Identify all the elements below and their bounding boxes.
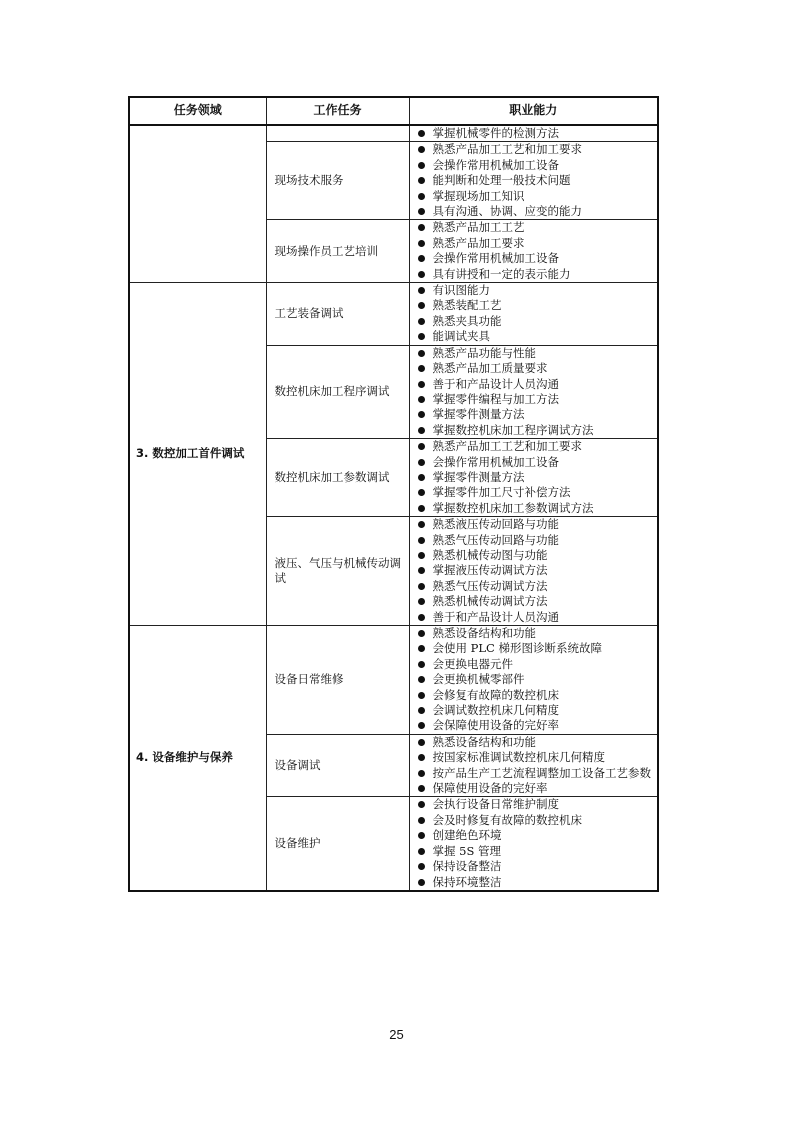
- bullet-dot-icon: [418, 630, 425, 637]
- ability-text: 熟悉液压传动回路与功能: [432, 517, 559, 532]
- bullet-dot-icon: [418, 817, 425, 824]
- bullet-dot-icon: [418, 614, 425, 621]
- list-item: [416, 533, 654, 548]
- bullet-dot-icon: [418, 208, 425, 215]
- list-item: [416, 142, 654, 157]
- ability-list: [416, 346, 654, 438]
- list-item: [416, 126, 654, 141]
- list-item: [416, 657, 654, 672]
- ability-text: 掌握机械零件的检测方法: [432, 126, 559, 140]
- work-task-cell: 工艺装备调试: [266, 283, 409, 346]
- ability-list: [416, 626, 654, 734]
- ability-text: 掌握零件测量方法: [432, 407, 525, 422]
- list-item: [416, 220, 654, 235]
- bullet-dot-icon: [418, 162, 425, 169]
- list-item: [416, 813, 654, 828]
- bullet-dot-icon: [418, 287, 425, 294]
- list-item: [416, 314, 654, 329]
- work-task-cell: 液压、气压与机械传动调试: [266, 517, 409, 626]
- list-item: [416, 346, 654, 361]
- ability-text: 按产品生产工艺流程调整加工设备工艺参数: [432, 765, 651, 780]
- ability-list: [416, 142, 654, 219]
- bullet-dot-icon: [418, 130, 425, 137]
- bullet-dot-icon: [418, 676, 425, 683]
- bullet-dot-icon: [418, 177, 425, 184]
- work-task-cell: 数控机床加工程序调试: [266, 345, 409, 438]
- list-item: [416, 173, 654, 188]
- list-item: [416, 750, 654, 765]
- ability-list: [416, 283, 654, 345]
- bullet-dot-icon: [418, 255, 425, 262]
- task-domain-cell: [129, 125, 266, 283]
- ability-text: 保障使用设备的完好率: [432, 781, 548, 796]
- bullet-dot-icon: [418, 443, 425, 450]
- ability-text: 熟悉夹具功能: [432, 313, 502, 328]
- abilities-cell: [409, 439, 658, 517]
- ability-text: 会调试数控机床几何精度: [432, 703, 559, 718]
- bullet-dot-icon: [418, 785, 425, 792]
- list-item: [416, 329, 654, 344]
- ability-text: 熟悉机械传动图与功能: [432, 547, 548, 562]
- list-item: [416, 781, 654, 796]
- bullet-dot-icon: [418, 770, 425, 777]
- list-item: [416, 844, 654, 859]
- list-item: [416, 455, 654, 470]
- ability-list: [416, 517, 654, 625]
- bullet-dot-icon: [418, 722, 425, 729]
- list-item: [416, 594, 654, 609]
- table-row: [129, 125, 658, 142]
- list-item: [416, 204, 654, 219]
- bullet-dot-icon: [418, 832, 425, 839]
- ability-text: 掌握零件加工尺寸补偿方法: [432, 485, 571, 500]
- list-item: [416, 517, 654, 532]
- ability-text: 具有讲授和一定的表示能力: [432, 266, 571, 281]
- ability-list: [416, 126, 654, 141]
- ability-text: 会操作常用机械加工设备: [432, 157, 559, 172]
- header-task-domain: 任务领域: [129, 97, 266, 125]
- table-body: [129, 125, 658, 891]
- ability-text: 按国家标准调试数控机床几何精度: [432, 750, 605, 765]
- work-task-cell: [266, 125, 409, 142]
- ability-text: 熟悉产品功能与性能: [432, 345, 536, 360]
- bullet-dot-icon: [418, 240, 425, 247]
- list-item: [416, 875, 654, 890]
- list-item: [416, 859, 654, 874]
- list-item: [416, 501, 654, 516]
- bullet-dot-icon: [418, 848, 425, 855]
- ability-list: [416, 220, 654, 282]
- list-item: [416, 703, 654, 718]
- ability-text: 熟悉产品加工质量要求: [432, 361, 548, 376]
- ability-text: 会修复有故障的数控机床: [432, 687, 559, 702]
- ability-text: 掌握数控机床加工参数调试方法: [432, 500, 594, 515]
- list-item: [416, 283, 654, 298]
- list-item: [416, 158, 654, 173]
- page-number: 25: [389, 1027, 404, 1042]
- bullet-dot-icon: [418, 318, 425, 325]
- list-item: [416, 766, 654, 781]
- ability-text: 熟悉机械传动调试方法: [432, 594, 548, 609]
- bullet-dot-icon: [418, 459, 425, 466]
- bullet-dot-icon: [418, 739, 425, 746]
- table-header-row: [129, 97, 658, 125]
- bullet-dot-icon: [418, 505, 425, 512]
- bullet-dot-icon: [418, 302, 425, 309]
- list-item: [416, 251, 654, 266]
- list-item: [416, 407, 654, 422]
- bullet-dot-icon: [418, 598, 425, 605]
- list-item: [416, 423, 654, 438]
- bullet-dot-icon: [418, 863, 425, 870]
- ability-text: 会保障使用设备的完好率: [432, 718, 559, 733]
- abilities-cell: [409, 517, 658, 626]
- ability-text: 善于和产品设计人员沟通: [432, 376, 559, 391]
- list-item: [416, 579, 654, 594]
- bullet-dot-icon: [418, 427, 425, 434]
- work-task-cell: 现场操作员工艺培训: [266, 220, 409, 283]
- abilities-cell: [409, 734, 658, 797]
- abilities-cell: [409, 283, 658, 346]
- list-item: [416, 485, 654, 500]
- ability-text: 熟悉装配工艺: [432, 298, 502, 313]
- list-item: [416, 392, 654, 407]
- ability-text: 熟悉产品加工工艺: [432, 220, 525, 235]
- work-task-cell: 设备维护: [266, 797, 409, 891]
- ability-text: 创建绝色环境: [432, 828, 502, 843]
- list-item: [416, 672, 654, 687]
- list-item: [416, 267, 654, 282]
- bullet-dot-icon: [418, 411, 425, 418]
- bullet-dot-icon: [418, 567, 425, 574]
- list-item: [416, 688, 654, 703]
- list-item: [416, 361, 654, 376]
- ability-text: 会操作常用机械加工设备: [432, 251, 559, 266]
- bullet-dot-icon: [418, 754, 425, 761]
- ability-text: 会更换电器元件: [432, 656, 513, 671]
- list-item: [416, 189, 654, 204]
- list-item: [416, 735, 654, 750]
- list-item: [416, 626, 654, 641]
- list-item: [416, 718, 654, 733]
- ability-text: 会及时修复有故障的数控机床: [432, 812, 582, 827]
- work-task-cell: 现场技术服务: [266, 142, 409, 220]
- list-item: [416, 439, 654, 454]
- bullet-dot-icon: [418, 692, 425, 699]
- abilities-cell: [409, 797, 658, 891]
- ability-text: 保持设备整洁: [432, 859, 502, 874]
- list-item: [416, 377, 654, 392]
- ability-text: 能判断和处理一般技术问题: [432, 173, 571, 188]
- ability-text: 有识图能力: [432, 283, 490, 298]
- header-vocational-ability: 职业能力: [409, 97, 658, 125]
- bullet-dot-icon: [418, 537, 425, 544]
- task-domain-cell: 3. 数控加工首件调试: [129, 283, 266, 626]
- bullet-dot-icon: [418, 365, 425, 372]
- table-row: [129, 283, 658, 346]
- bullet-dot-icon: [418, 193, 425, 200]
- ability-text: 掌握零件编程与加工方法: [432, 391, 559, 406]
- list-item: [416, 828, 654, 843]
- work-task-cell: 设备日常维修: [266, 626, 409, 735]
- list-item: [416, 470, 654, 485]
- ability-text: 掌握数控机床加工程序调试方法: [432, 422, 594, 437]
- list-item: [416, 548, 654, 563]
- ability-text: 会执行设备日常维护制度: [432, 797, 559, 812]
- bullet-dot-icon: [418, 707, 425, 714]
- ability-text: 熟悉设备结构和功能: [432, 626, 536, 640]
- abilities-cell: [409, 142, 658, 220]
- list-item: [416, 236, 654, 251]
- bullet-dot-icon: [418, 271, 425, 278]
- bullet-dot-icon: [418, 879, 425, 886]
- ability-text: 熟悉气压传动回路与功能: [432, 532, 559, 547]
- list-item: [416, 563, 654, 578]
- ability-text: 熟悉气压传动调试方法: [432, 578, 548, 593]
- ability-text: 会使用 PLC 梯形图诊断系统故障: [432, 641, 602, 656]
- ability-text: 具有沟通、协调、应变的能力: [432, 204, 582, 219]
- abilities-cell: [409, 125, 658, 142]
- ability-text: 掌握现场加工知识: [432, 188, 525, 203]
- ability-list: [416, 797, 654, 889]
- bullet-dot-icon: [418, 350, 425, 357]
- ability-text: 熟悉产品加工要求: [432, 235, 525, 250]
- ability-text: 能调试夹具: [432, 329, 490, 344]
- bullet-dot-icon: [418, 146, 425, 153]
- bullet-dot-icon: [418, 381, 425, 388]
- ability-text: 掌握零件测量方法: [432, 469, 525, 484]
- ability-text: 掌握液压传动调试方法: [432, 563, 548, 578]
- ability-list: [416, 439, 654, 516]
- bullet-dot-icon: [418, 333, 425, 340]
- ability-text: 会操作常用机械加工设备: [432, 454, 559, 469]
- work-task-cell: 数控机床加工参数调试: [266, 439, 409, 517]
- ability-list: [416, 735, 654, 797]
- bullet-dot-icon: [418, 489, 425, 496]
- bullet-dot-icon: [418, 474, 425, 481]
- abilities-cell: [409, 626, 658, 735]
- bullet-dot-icon: [418, 661, 425, 668]
- work-task-cell: 设备调试: [266, 734, 409, 797]
- list-item: [416, 641, 654, 656]
- abilities-cell: [409, 220, 658, 283]
- ability-text: 会更换机械零部件: [432, 672, 525, 687]
- ability-text: 熟悉产品加工工艺和加工要求: [432, 439, 582, 454]
- bullet-dot-icon: [418, 521, 425, 528]
- ability-text: 善于和产品设计人员沟通: [432, 609, 559, 624]
- ability-text: 熟悉产品加工工艺和加工要求: [432, 142, 582, 157]
- bullet-dot-icon: [418, 224, 425, 231]
- bullet-dot-icon: [418, 396, 425, 403]
- ability-text: 掌握 5S 管理: [432, 843, 502, 858]
- abilities-cell: [409, 345, 658, 438]
- table-row: [129, 626, 658, 735]
- task-domain-cell: 4. 设备维护与保养: [129, 626, 266, 891]
- bullet-dot-icon: [418, 552, 425, 559]
- ability-text: 熟悉设备结构和功能: [432, 734, 536, 749]
- bullet-dot-icon: [418, 583, 425, 590]
- list-item: [416, 298, 654, 313]
- list-item: [416, 797, 654, 812]
- header-work-task: 工作任务: [266, 97, 409, 125]
- ability-text: 保持环境整洁: [432, 874, 502, 889]
- list-item: [416, 610, 654, 625]
- bullet-dot-icon: [418, 801, 425, 808]
- bullet-dot-icon: [418, 645, 425, 652]
- competency-table: [128, 96, 659, 892]
